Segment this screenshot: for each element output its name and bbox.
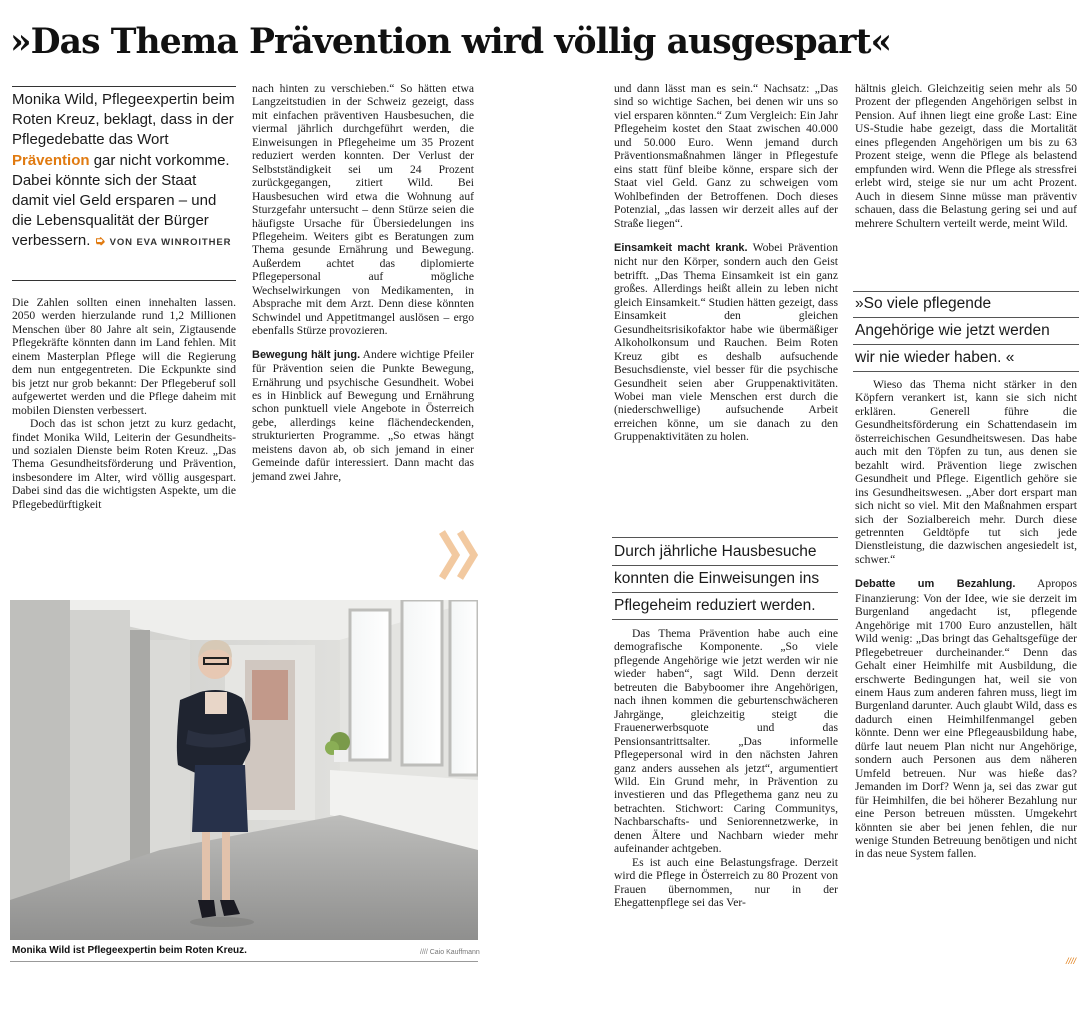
subhead-bewegung: Bewegung hält jung. — [252, 348, 361, 361]
pull-quote-1-line-3: Pflegeheim reduziert werden. — [612, 593, 838, 620]
col3-paragraph-2: Einsamkeit macht krank. Wobei Prävention nicht nur den Körper, sondern auch den Geist betrifft. „Das Thema Einsamkeit ist ein ganz großes. Allerdings heißt allein zu leben nicht gleich Einsamkeit.“ Studien hätten gezeigt, dass Einsamkeit den gleichen Gesundheitsrisikofaktor habe wie übermäßiger Alkoholkonsum und Rauchen. Beim Roten Kreuz gibt es deshalb aufsuchende Besuchsdienste, viel besser für die psychische Gesundheit seien aber Gruppenaktivitäten. Wobei man viele Menschen erst durch die (niederschwellige) aufsuchende Arbeit erreichen könne, um sie danach zu den Gruppenaktivitäten zu holen. — [614, 240, 838, 444]
col4-paragraph-3: Debatte um Bezahlung. Apropos Finanzierung: Von der Idee, wie sie derzeit im Burgenland angedacht ist, pflegende Angehörige mit 1700 Euro anzustellen, hält Wild wenig: „Das bringt das Gehaltsgefüge der Pflegebetreuer durcheinander.“ Denn das Gehalt einer Heimhilfe mit Ausbildung, die erschwerte Bedingungen hat, weil sie von einem Haus zum anderen fahren muss, liegt im Burgenland darunter. Auch glaubt Wild, dass es dadurch einen Heimhilfenmangel geben könnte. Denn wer eine Pflegeausbildung habe, dürfe laut neuem Plan nicht nur Angehörige, sondern auch Personen aus dem näheren Umfeld betreuen. Nur was hieße das? Jemanden im Dorf? Wenn ja, sei das zwar gut für Heimhilfen, die bei höherer Bezahlung nur eine Person betreuen müssten. Umgekehrt könnten sie aber bei jenen fehlen, die nur wenige Stunden Betreuung benötigen und nicht in das neue System fallen. — [855, 577, 1077, 861]
lead-highlight: Prävention — [12, 151, 90, 169]
subhead-bezahlung: Debatte um Bezahlung. — [855, 578, 1016, 591]
lead-text — [12, 90, 236, 254]
lead-before: Monika Wild, Pflegeexpertin beim Roten Kreuz, beklagt, dass in der Pflegedebatte das Wort — [12, 91, 235, 149]
arrow-icon: ➭ — [94, 233, 106, 249]
column-4 — [855, 82, 1077, 230]
col4-paragraph-2: Wieso das Thema nicht stärker in den Köpfern verankert ist, kann sie sich nicht erklären. Generell führe die Gesundheitsförderung ein Schattendasein im österreichischen Gesundheitswesen. Das habe auch mit den Töpfen zu tun, aus denen sie bezahlt wird. Prävention liege zwischen Gesundheit und Pflege. Eigentlich gehöre sie ins Gesundheitswesen. „Aber dort erspart man sich nicht so viel. Mit den Maßnahmen erspart sich der Sozialbereich mehr. Durch diese getrennten Geldtöpfe tut sich jede Dienstleistung, die dazwischen angesiedelt ist, schwer.“ — [855, 378, 1077, 566]
pull-quote-2-line-2: Angehörige wie jetzt werden — [853, 318, 1079, 345]
lead-after: gar nicht vorkomme. Dabei könnte sich der Staat damit viel Geld ersparen – und die Lebensqualität der Bürger verbessern. — [12, 151, 230, 250]
column-3 — [614, 82, 838, 444]
end-mark: //// — [1066, 956, 1077, 966]
headline: »Das Thema Prävention wird völlig ausgespart« — [10, 22, 892, 62]
quote-1-top-rule — [612, 537, 838, 538]
lead-bottom-rule — [12, 280, 236, 281]
photo-caption: Monika Wild ist Pflegeexpertin beim Roten Kreuz. — [12, 945, 247, 956]
photo-credit: //// Caio Kauffmann — [420, 949, 480, 956]
hallway-image — [10, 600, 478, 940]
caption-rule — [10, 961, 478, 962]
author-byline: VON EVA WINROITHER — [109, 237, 232, 249]
pull-quote-1-line-2: konnten die Einweisungen ins — [612, 566, 838, 593]
chevron-decoration-icon — [438, 528, 484, 582]
subhead-einsamkeit: Einsamkeit macht krank. — [614, 241, 748, 254]
portrait-photo — [10, 600, 478, 940]
column-1 — [12, 296, 236, 511]
pull-quote-2-line-3: wir nie wieder haben. « — [853, 345, 1079, 372]
col3-paragraph-3: Das Thema Prävention habe auch eine demografische Komponente. „So viele pflegende Angehörige wie jetzt werden wir nie wieder haben“, sagt Wild. Denn derzeit betreuten die Babyboomer ihre Angehörigen, nach ihnen kommen die geburtenschwächeren Jahrgänge, gleichzeitig steigt die Frauenerwerbsquote und das Pensionsantrittsalter. „Das informelle Pflegepersonal wird in den nächsten Jahren ganz anders aussehen als jetzt“, argumentiert Wild. Ein Grund mehr, in Prävention zu investieren und das Pflegethema ganz neu zu betrachten. Stichwort: Caring Communitys, Nachbarschafts- und Seniorennetzwerke, in denen Ältere und Nachbarn wieder mehr aufeinander achtgeben. — [614, 627, 838, 856]
pull-quote-1-line-1: Durch jährliche Hausbesuche — [612, 539, 838, 566]
lead-top-rule — [12, 86, 236, 87]
pull-quote-1 — [612, 539, 838, 620]
col1-paragraph-2: Doch das ist schon jetzt zu kurz gedacht, findet Monika Wild, Leiterin der Gesundheits- und sozialen Dienste beim Roten Kreuz. „Das Thema Gesundheitsförderung und Prävention, insbesondere im Alter, wird völlig ausgespart. Dabei sind das die wichtigsten Aspekte, um die Pflegebedürftigkeit — [12, 417, 236, 511]
pull-quote-2 — [853, 291, 1079, 372]
col2-paragraph-1: nach hinten zu verschieben.“ So hätten etwa Langzeitstudien in der Schweiz gezeigt, dass mit einfachen präventiven Hausbesuchen, die viermal jährlich durchgeführt werden, die Einweisungen in Pflegeheime um 35 Prozent reduziert werden konnten. Der Verlust der Selbstständigkeit sei um 24 Prozent zurückgegangen, zitiert Wild. Bei Hausbesuchen wird etwa die Wohnung auf Sturzgefahr untersucht – denn Stürze seien die häufigste Ursache für Übersiedelungen ins Pflegeheim. Weiters gibt es Beratungen zum Thema gesunde Ernährung und Bewegung. Außerdem achtet das diplomierte Pflegepersonal auf mögliche Wechselwirkungen von Medikamenten, in Absprache mit dem Arzt. Denn diese könnten Schwindel und Appetitmangel auslösen – ergo ebenfalls Stürze provozieren. — [252, 82, 474, 338]
col1-paragraph-1: Die Zahlen sollten einen innehalten lassen. 2050 werden hierzulande rund 1,2 Millionen Menschen über 80 Jahre alt sein, Zigtausende Pflegekräfte könnten dann im Land fehlen. Mit einem Masterplan Pflege will die Regierung dem nun entgegentreten. Die Eckpunkte sind bis jetzt nur grob bekannt: Der Pflegeberuf soll aufgewertet werden und die Pflege daheim mit mobilen Diensten verbessert. — [12, 296, 236, 417]
col3-paragraph-1: und dann lässt man es sein.“ Nachsatz: „Das sind so wichtige Sachen, bei denen wir uns so viel ersparen könnten.“ Zum Vergleich: Ein Jahr Pflegeheim kostet den Staat zwischen 40.000 und 50.000 Euro. Wenn jemand durch Präventionsmaßnahmen länger in Pflegestufe eins statt fünf bleibe könne, erspare sich der Staat viel Geld. Ganz zu schweigen vom Wohlbefinden der Betroffenen. Doch dieses Potenzial, „das lassen wir derzeit alles auf der Straße liegen“. — [614, 82, 838, 230]
column-4-continued — [855, 378, 1077, 861]
column-2 — [252, 82, 474, 483]
col3-paragraph-4: Es ist auch eine Belastungsfrage. Derzeit wird die Pflege in Österreich zu 80 Prozent von Frauen übernommen, nur in der Ehegattenpflege sei das Ver- — [614, 855, 838, 910]
column-3-continued — [614, 627, 838, 910]
col4-paragraph-1: hältnis gleich. Gleichzeitig seien mehr als 50 Prozent der pflegenden Angehörigen selbst in Pension. Auf ihnen liegt eine große Last: Eine US-Studie habe gezeigt, dass die Mortalität eines pflegenden Angehörigen um bis zu 63 Prozent steige, wenn die Pflege als belastend empfunden wird. Wenn die Pflege als stressfrei erlebt wird, steige sie nur um acht Prozent. Auch in diesem Sinne müsse man präventiv schauen, dass die Belastung gering sei und auf mehrere Schultern verteilt werde, meint Wild. — [855, 82, 1077, 230]
col2-paragraph-2: Bewegung hält jung. Andere wichtige Pfeiler für Prävention seien die Punkte Bewegung, Ernährung und psychische Gesundheit. Wobei es in Hinblick auf Bewegung und Ernährung schon punktuell viele Angebote in Österreich gebe, allerdings keine flächendeckenden, strukturierten Programme. „So etwas hängt meistens davon ab, ob sich jemand in einer Gemeinde dafür interessiert. Dann macht das jemand zwei Jahre, — [252, 347, 475, 483]
pull-quote-2-line-1: »So viele pflegende — [853, 291, 1079, 318]
